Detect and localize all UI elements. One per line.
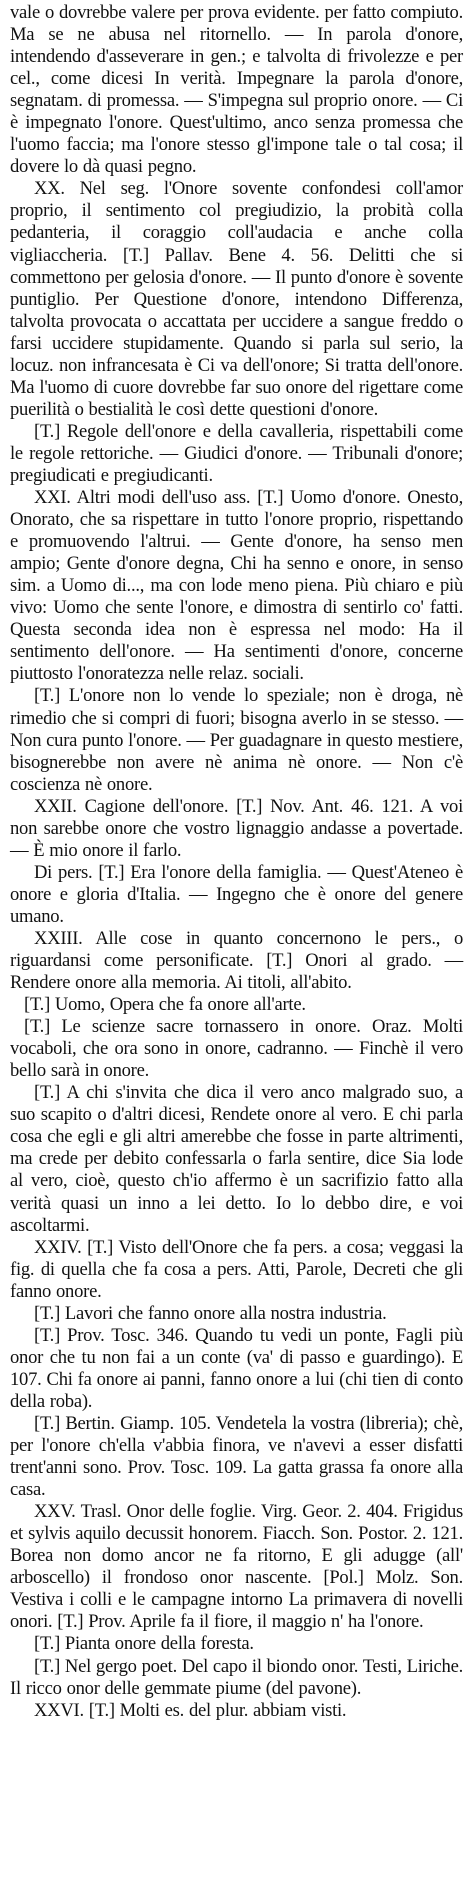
paragraph-onore-al-vero: [T.] A chi s'invita che dica il vero anco malgrado suo, a suo scapito o d'altri dicesi, Rendete onore al vero. E chi parla cosa che egli e gli altri amerebbe che fosse in parte altrimenti, ma crede per debito confessarla o farla sentire, dice Sia lode al vero, cioè, questo ch'io affermo è un sacrifizio fatto alla verità quasi un inno a lei detto. Io lo debbo dire, e voi ascoltarmi. (10, 1082, 463, 1236)
paragraph-bertin-giamp: [T.] Bertin. Giamp. 105. Vendetela la vostra (libreria); chè, per l'onore ch'ella v'abbia finora, ve n'avevi a esser disfatti trent'anni sono. Prov. Tosc. 109. La gatta grassa fa onore alla casa. (10, 1413, 463, 1501)
paragraph-section-xxiv: XXIV. [T.] Visto dell'Onore che fa pers. a cosa; veggasi la fig. di quella che fa cosa a pers. Atti, Parole, Decreti che gli fanno onore. (10, 1236, 463, 1302)
paragraph-pianta-foresta: [T.] Pianta onore della foresta. (34, 1633, 254, 1655)
paragraph-scienze-sacre: [T.] Le scienze sacre tornassero in onore. Oraz. Molti vocaboli, che ora sono in onore, cadranno. — Finchè il vero bello sarà in onore. (10, 1016, 463, 1082)
paragraph-section-xx: XX. Nel seg. l'Onore sovente confondesi coll'amor proprio, il sentimento col pregiudizio, la probità colla pedanteria, il coraggio coll'audacia e anche colla vigliaccheria. [T.] Pallav. Bene 4. 56. Delitti che si commettono per gelosia d'onore. — Il punto d'onore è sovente puntiglio. Per Questione d'onore, intendono Differenza, talvolta provocata o accattata per uccidere a sangue freddo o farsi uccidere stupidamente. Quando si parla sul serio, la locuz. non infrancesata è Ci va dell'onore; Si tratta dell'onore. Ma l'uomo di cuore dovrebbe far suo onore del rigettare come puerilità o bestialità le così dette questioni d'onore. (10, 178, 463, 420)
paragraph-regole-onore: [T.] Regole dell'onore e della cavalleria, rispettabili come le regole rettoriche. — Giudici d'onore. — Tribunali d'onore; pregiudicati e pregiudicanti. (10, 420, 463, 486)
paragraph-section-xxvi: XXVI. [T.] Molti es. del plur. abbiam visti. (34, 1699, 347, 1721)
paragraph-onore-speziale: [T.] L'onore non lo vende lo speziale; non è droga, nè rimedio che si compri di fuori; bisogna averlo in se stesso. — Non cura punto l'onore. — Per guadagnare in questo mestiere, bisognerebbe non avere nè anima nè onore. — Non c'è coscienza nè onore. (10, 685, 463, 795)
paragraph-opera-arte: [T.] Uomo, Opera che fa onore all'arte. (24, 994, 306, 1016)
paragraph-section-xxi: XXI. Altri modi dell'uso ass. [T.] Uomo d'onore. Onesto, Onorato, che sa rispettare in tutto l'onore proprio, rispettando e promuovendo l'altrui. — Gente d'onore, ha senso men ampio; Gente d'onore degna, Chi ha senno e onore, in senso sim. a Uomo di..., ma con lode meno piena. Più chiaro e più vivo: Uomo che sente l'onore, e dimostra di sentirlo co' fatti. Questa seconda idea non è espressa nel modo: Ha il sentimento dell'onore. — Ha sentimenti d'onore, concerne piuttosto l'onoratezza nelle relaz. sociali. (10, 487, 463, 685)
paragraph-prov-tosc: [T.] Prov. Tosc. 346. Quando tu vedi un ponte, Fagli più onor che tu non fai a un conte (va' di passo e guardingo). E 107. Chi fa onore ai panni, fanno onore a lui (chi tien di conto della roba). (10, 1324, 463, 1412)
paragraph-section-xxii: XXII. Cagione dell'onore. [T.] Nov. Ant. 46. 121. A voi non sarebbe onore che vostro lignaggio andasse a povertade. — È mio onore il farlo. (10, 795, 463, 861)
paragraph-continuation: vale o dovrebbe valere per prova evidente. per fatto compiuto. Ma se ne abusa nel ritornello. — In parola d'onore, intendendo d'asseverare in gen.; e talvolta di frivolezze e per cel., come dicesi In verità. Impegnare la parola d'onore, segnatam. di promessa. — S'impegna sul proprio onore. — Ci è impegnato l'onore. Quest'ultimo, anco senza promessa che l'uomo faccia; ma l'onore stesso gl'impone tale o tal cosa; il dovere lo dà quasi pegno. (10, 2, 463, 178)
paragraph-di-pers: Di pers. [T.] Era l'onore della famiglia. — Quest'Ateneo è onore e gloria d'Italia. — Ingegno che è onore del genere umano. (10, 861, 463, 927)
paragraph-lavori-industria: [T.] Lavori che fanno onore alla nostra industria. (34, 1302, 387, 1324)
paragraph-section-xxv: XXV. Trasl. Onor delle foglie. Virg. Geor. 2. 404. Frigidus et sylvis aquilo decussit honorem. Fiacch. Son. Postor. 2. 121. Borea non domo ancor ne fa ritorno, E gli adugge (all' arboscello) il frondoso onor nascente. [Pol.] Molz. Son. Vestiva i colli e le campagne intorno La primavera di novelli onori. [T.] Prov. Aprile fa il fiore, il maggio n' ha l'onore. (10, 1501, 463, 1633)
paragraph-gergo-poet: [T.] Nel gergo poet. Del capo il biondo onor. Testi, Liriche. Il ricco onor delle gemmate piume (del pavone). (10, 1655, 463, 1699)
paragraph-section-xxiii: XXIII. Alle cose in quanto concernono le pers., o riguardansi come personificate. [T.] Onori al grado. — Rendere onore alla memoria. Ai titoli, all'abito. (10, 927, 463, 994)
